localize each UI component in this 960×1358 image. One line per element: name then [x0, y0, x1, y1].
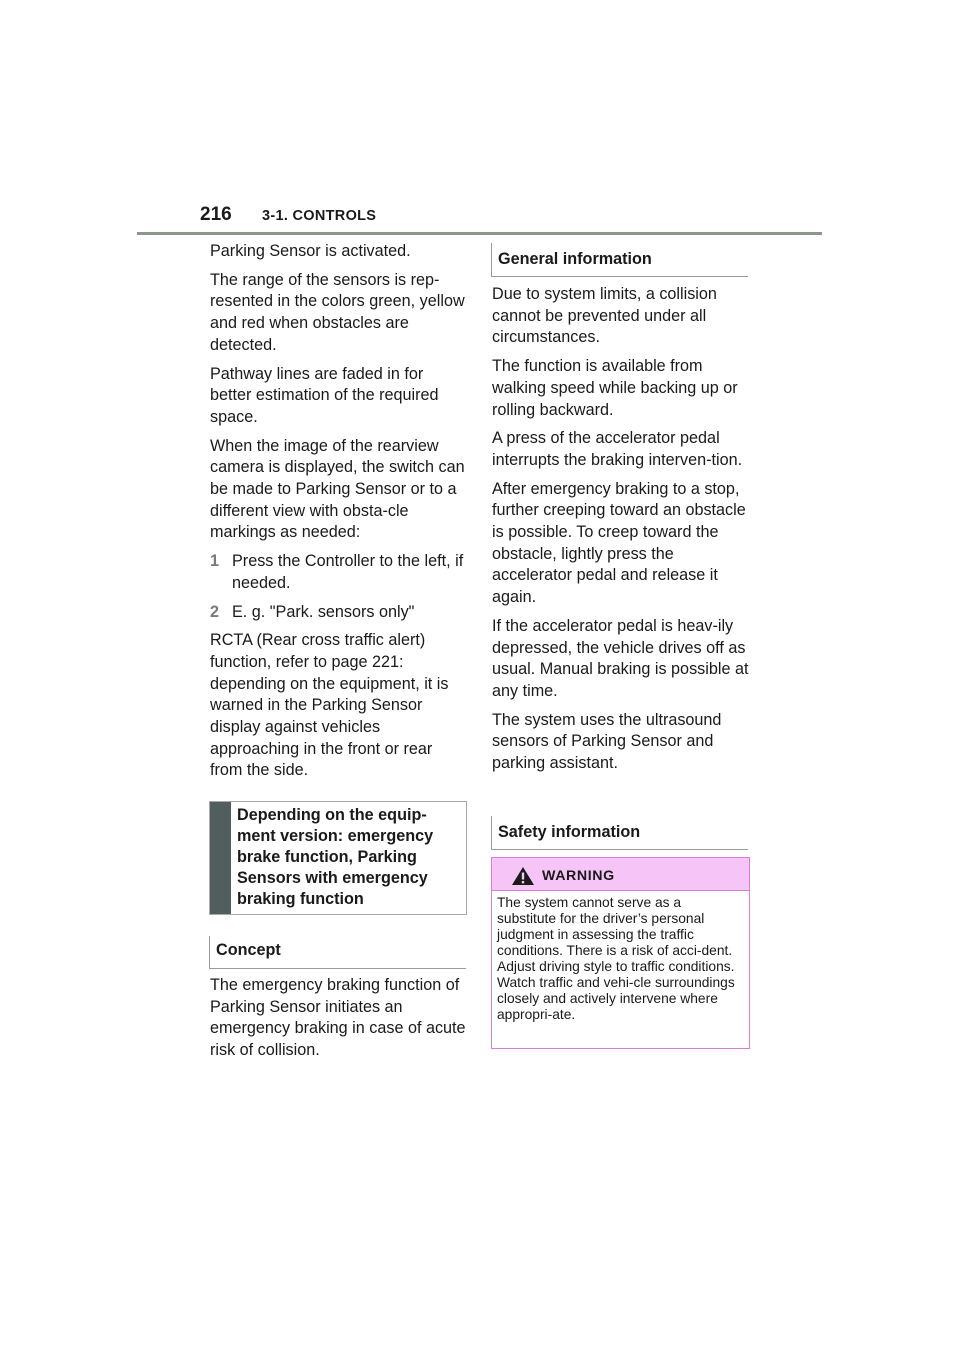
concept-text: The emergency braking function of Parking Sensor initiates an emergency braking in case of acute risk of collision. [210, 976, 466, 1060]
warning-text: The system cannot serve as a substitute for the driver’s personal judgment in assessing the traffic conditions. There is a risk of acci-dent. Adjust driving style to traffic conditions. Watch traffic and vehi-cle surroundings closely and actively intervene where appropri-ate. [497, 895, 735, 1022]
step-text: E. g. "Park. sensors only" [232, 602, 415, 621]
page-number: 216 [200, 204, 232, 225]
paragraph: The system uses the ultrasound sensors of Parking Sensor and parking assistant. [492, 710, 722, 773]
warning-header [492, 858, 749, 891]
safety-information-heading: Safety information [491, 816, 748, 850]
rcta-paragraph: RCTA (Rear cross traffic alert) function, refer to page 221: depending on the equipment, it is warned in the Parking Sensor display against vehicles approaching in the front or rear from the side. [210, 631, 449, 780]
paragraph: When the image of the rearview camera is displayed, the switch can be made to Parking Sensor or to a different view with obsta-cle markings as needed: [210, 436, 465, 542]
chapter-title: Depending on the equip-ment version: emergency brake function, Parking Sensors with emergency braking function [237, 806, 434, 908]
chapter-bar [210, 802, 231, 914]
step-number: 1 [210, 552, 220, 571]
chapter-heading-box [209, 801, 467, 915]
paragraph: Pathway lines are faded in for better estimation of the required space. [210, 364, 439, 426]
concept-heading: Concept [209, 936, 466, 969]
section-label: 3-1. CONTROLS [262, 208, 377, 224]
paragraph: The function is available from walking speed while backing up or rolling backward. [492, 357, 738, 419]
step-text: Press the Controller to the left, if needed. [232, 552, 464, 592]
paragraph: The range of the sensors is rep-resented in the colors green, yellow and red when obstacles are detected. [210, 270, 465, 354]
concept-text-block [210, 975, 468, 1069]
warning-box [491, 857, 750, 1049]
paragraph: Parking Sensor is activated. [210, 242, 411, 260]
warning-triangle-icon [511, 866, 535, 891]
paragraph: If the accelerator pedal is heav-ily depressed, the vehicle drives off as usual. Manual braking is possible at any time. [492, 616, 749, 700]
paragraph: A press of the accelerator pedal interrupts the braking interven-tion. [492, 429, 743, 469]
step-item [210, 602, 468, 624]
step-item [210, 551, 468, 594]
step-number: 2 [210, 602, 220, 621]
paragraph: Due to system limits, a collision cannot be prevented under all circumstances. [492, 285, 717, 347]
warning-label: WARNING [542, 868, 615, 884]
right-column [492, 284, 750, 782]
paragraph: After emergency braking to a stop, further creeping toward an obstacle is possible. To creep toward the obstacle, lightly press the accelerator pedal and release it again. [492, 479, 746, 607]
general-information-heading: General information [491, 243, 748, 277]
left-column [210, 241, 468, 789]
header-rule [137, 232, 822, 235]
